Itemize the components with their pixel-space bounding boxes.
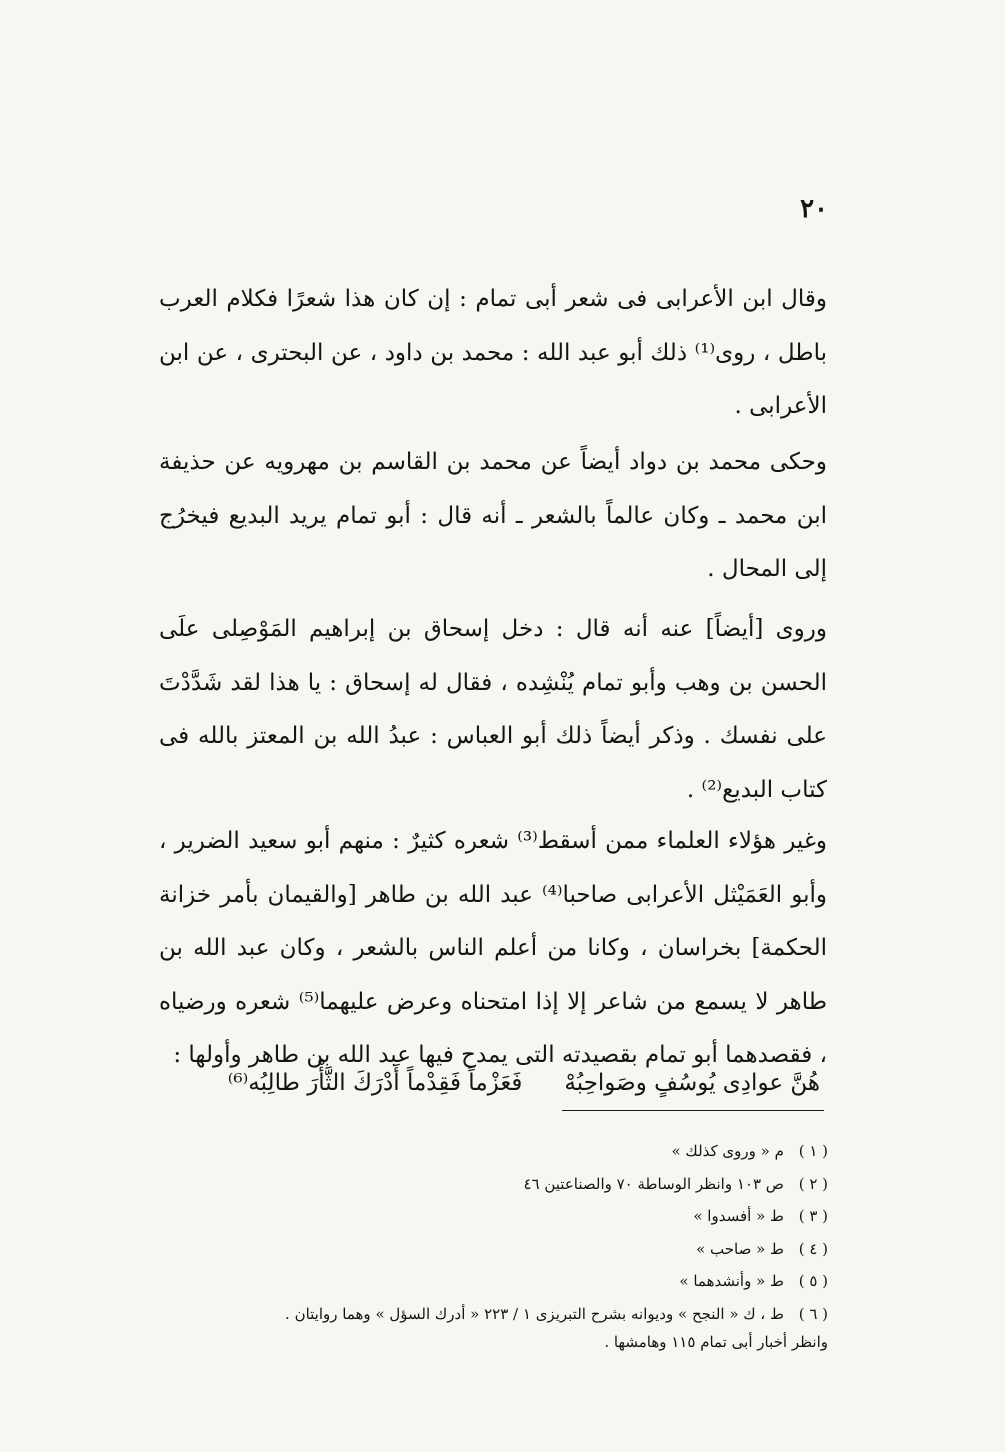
footnote-continuation: وانظر أخبار أبى تمام ١١٥ وهامشها . <box>604 1333 828 1351</box>
footnote-text: ص ١٠٣ وانظر الوساطة ٧٠ والصناعتين ٤٦ <box>523 1174 784 1193</box>
paragraph-hudhayfa: وحكى محمد بن دواد أيضاً عن محمد بن القاسم بن مهرويه عن حذيفة ابن محمد ـ وكان عالماً بالشعر ـ أنه قال : أبو تمام يريد البديع فيخرُج إلى المحال . <box>159 449 827 582</box>
footnote-text: ط « أفسدوا » <box>693 1207 784 1225</box>
footnote-1 <box>148 1135 828 1168</box>
paragraph-ishaq-al-mawsili: وروى [أيضاً] عنه أنه قال : دخل إسحاق بن إبراهيم المَوْصِلى علَى الحسن بن وهب وأبو تمام يُنْشِده ، فقال له إسحاق : يا هذا لقد شَدَّدْتَ على نفسك . وذكر أيضاً ذلك أبو العباس : عبدُ الله بن المعتز بالله فى كتاب البديع⁽²⁾ . <box>159 616 827 803</box>
poem-verse <box>200 1063 820 1103</box>
footnote-6 <box>148 1298 828 1359</box>
footnote-2 <box>148 1168 828 1201</box>
footnote-number: ( ٤ ) <box>798 1239 828 1258</box>
footnote-number: ( ٥ ) <box>798 1272 828 1290</box>
footnote-divider <box>562 1110 824 1111</box>
verse-first-hemistich: هُنَّ عوادِى يُوسُفٍ وصَواحِبُهْ <box>564 1070 820 1096</box>
footnote-number: ( ١ ) <box>798 1142 828 1160</box>
page-number: ٢٠ <box>800 194 828 224</box>
footnote-text: ط « وأنشدهما » <box>679 1272 784 1290</box>
footnote-number: ( ٢ ) <box>798 1174 828 1193</box>
footnote-number: ( ٣ ) <box>798 1207 828 1225</box>
paragraph-other-scholars: وغير هؤلاء العلماء ممن أسقط⁽³⁾ شعره كثيرٌ : منهم أبو سعيد الضرير ، وأبو العَمَيْثل الأعرابى صاحبا⁽⁴⁾ عبد الله بن طاهر [والقيمان بأمر خزانة الحكمة] بخراسان ، وكانا من أعلم الناس بالشعر ، وكان عبد الله بن طاهر لا يسمع من شاعر إلا إذا امتحناه وعرض عليهما⁽⁵⁾ شعره ورضياه ، فقصدهما أبو تمام بقصيدته التى يمدح فيها عبد الله بن طاهر وأولها : <box>159 828 828 1068</box>
footnote-3 <box>148 1200 828 1233</box>
footnote-text: ط ، ك « النجح » وديوانه بشرح التبريزى ١ / ٢٢٣ « أدرك السؤل » وهما روايتان . <box>285 1304 784 1323</box>
footnote-4 <box>148 1233 828 1266</box>
footnotes <box>148 1135 828 1359</box>
verse-second-hemistich: فَعَزْماً فَقِدْماً أَدْرَكَ الثَّأْرَ طالِبُه⁽⁶⁾ <box>227 1070 523 1096</box>
paragraph-ibn-al-arabi: وقال ابن الأعرابى فى شعر أبى تمام : إن كان هذا شعرًا فكلام العرب باطل ، روى⁽¹⁾ ذلك أبو عبد الله : محمد بن داود ، عن البحترى ، عن ابن الأعرابى . <box>159 286 827 419</box>
footnote-text: م « وروى كذلك » <box>671 1142 784 1160</box>
footnote-number: ( ٦ ) <box>798 1304 828 1323</box>
footnote-text: ط « صاحب » <box>696 1239 784 1258</box>
footnote-5 <box>148 1265 828 1298</box>
